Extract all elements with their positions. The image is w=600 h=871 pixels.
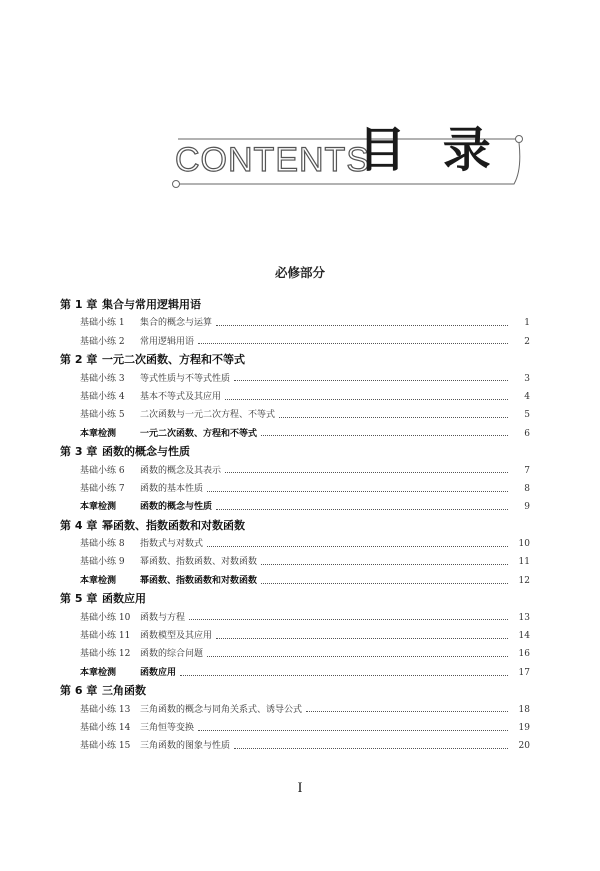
entry-label: 基础小练 11 [80,631,131,642]
entry-label: 基础小练 9 [80,557,125,568]
entry-page-number: 3 [524,373,530,384]
entry-label: 本章检测 [80,575,117,586]
entry-label: 基础小练 1 [80,318,125,329]
entry-title: 函数应用 [140,667,177,678]
entry-label: 本章检测 [80,502,117,513]
contents-header [0,0,600,200]
header-circle-bottom [173,181,180,188]
dot-leader [207,655,508,657]
entry-page-number: 17 [518,667,530,678]
entry-label: 本章检测 [80,428,117,439]
entry-title: 函数与方程 [140,612,186,623]
entry-page-number: 10 [518,539,530,550]
toc-chapter-test[interactable] [60,572,530,590]
entry-title: 二次函数与一元二次方程、不等式 [140,410,276,421]
entry-page-number: 4 [524,391,530,402]
toc-entry[interactable] [60,609,530,627]
toc-list [60,296,530,756]
entry-label: 基础小练 5 [80,410,125,421]
entry-page-number: 18 [518,704,530,715]
entry-page-number: 12 [518,575,530,586]
entry-page-number: 1 [524,318,530,329]
toc-entry[interactable] [60,480,530,498]
entry-label: 基础小练 12 [80,649,131,660]
entry-title: 一元二次函数、方程和不等式 [140,428,258,439]
entry-title: 函数的综合问题 [140,649,204,660]
entry-title: 幂函数、指数函数、对数函数 [140,557,258,568]
toc-entry[interactable] [60,737,530,755]
mulu-title: 目 录 [358,122,501,178]
dot-leader [180,674,508,676]
toc-entry[interactable] [60,370,530,388]
chapter-title: 三角函数 [102,684,146,698]
contents-word: CONTENTS [175,141,370,179]
entry-page-number: 11 [518,557,530,568]
toc-entry[interactable] [60,462,530,480]
dot-leader [207,490,508,492]
entry-title: 三角函数的概念与同角关系式、诱导公式 [140,704,303,715]
dot-leader [261,582,508,584]
dot-leader [261,434,508,436]
entry-title: 指数式与对数式 [140,539,204,550]
chapter-title: 集合与常用逻辑用语 [102,298,201,311]
page-number: I [297,780,303,796]
toc-chapter-heading[interactable] [60,590,530,608]
toc-entry[interactable] [60,388,530,406]
chapter-title: 函数的概念与性质 [102,445,190,459]
toc-entry[interactable] [60,627,530,645]
toc-entry[interactable] [60,701,530,719]
entry-label: 基础小练 15 [80,741,131,752]
entry-label: 基础小练 14 [80,722,131,733]
entry-title: 函数的概念与性质 [140,502,213,513]
chapter-number: 第 3 章 [60,445,98,459]
entry-title: 函数模型及其应用 [140,631,213,642]
entry-page-number: 13 [518,612,530,623]
entry-title: 函数的基本性质 [140,483,204,494]
toc-chapter-test[interactable] [60,664,530,682]
entry-label: 本章检测 [80,667,117,678]
entry-label: 基础小练 13 [80,704,131,715]
entry-title: 常用逻辑用语 [140,336,195,347]
chapter-number: 第 4 章 [60,518,98,532]
chapter-number: 第 1 章 [60,298,98,311]
entry-title: 集合的概念与运算 [140,318,213,329]
dot-leader [198,729,508,731]
dot-leader [225,471,508,473]
entry-label: 基础小练 8 [80,539,125,550]
entry-label: 基础小练 3 [80,373,125,384]
toc-entry[interactable] [60,553,530,571]
toc-entry[interactable] [60,719,530,737]
section-title: 必修部分 [274,265,325,280]
dot-leader [279,416,508,418]
toc-chapter-test[interactable] [60,498,530,516]
entry-page-number: 9 [524,502,530,513]
entry-page-number: 2 [524,336,530,347]
chapter-title: 幂函数、指数函数和对数函数 [102,518,245,532]
dot-leader [216,508,508,510]
toc-chapter-heading[interactable] [60,443,530,461]
dot-leader [306,710,508,712]
entry-page-number: 8 [524,483,530,494]
entry-label: 基础小练 2 [80,336,125,347]
entry-page-number: 19 [518,722,530,733]
entry-label: 基础小练 6 [80,465,125,476]
entry-label: 基础小练 4 [80,391,125,402]
entry-label: 基础小练 7 [80,483,125,494]
dot-leader [198,342,508,344]
toc-chapter-test[interactable] [60,425,530,443]
toc-chapter-heading[interactable] [60,682,530,700]
entry-title: 等式性质与不等式性质 [140,373,231,384]
toc-entry[interactable] [60,406,530,424]
dot-leader [234,379,508,381]
dot-leader [234,747,508,749]
toc-entry[interactable] [60,314,530,332]
toc-entry[interactable] [60,333,530,351]
entry-page-number: 16 [518,649,530,660]
chapter-title: 一元二次函数、方程和不等式 [102,353,245,367]
entry-title: 幂函数、指数函数和对数函数 [140,575,258,586]
entry-page-number: 14 [518,631,530,642]
dot-leader [261,563,508,565]
dot-leader [225,398,508,400]
chapter-number: 第 5 章 [60,592,98,606]
toc-entry[interactable] [60,645,530,663]
dot-leader [216,324,508,326]
entry-title: 三角函数的图象与性质 [140,741,231,752]
dot-leader [216,637,508,639]
dot-leader [207,545,508,547]
toc-chapter-heading[interactable] [60,351,530,369]
entry-title: 三角恒等变换 [140,722,195,733]
dot-leader [189,618,508,620]
header-circle-top [516,136,523,143]
chapter-number: 第 6 章 [60,684,98,698]
entry-title: 基本不等式及其应用 [140,391,222,402]
entry-page-number: 20 [518,741,530,752]
toc-chapter-heading[interactable] [60,517,530,535]
chapter-title: 函数应用 [102,592,146,606]
entry-page-number: 6 [524,428,530,439]
entry-page-number: 5 [524,410,530,421]
chapter-number: 第 2 章 [60,353,98,367]
entry-page-number: 7 [524,465,530,476]
entry-title: 函数的概念及其表示 [140,465,222,476]
toc-chapter-heading[interactable] [60,296,530,314]
entry-label: 基础小练 10 [80,612,131,623]
toc-entry[interactable] [60,535,530,553]
